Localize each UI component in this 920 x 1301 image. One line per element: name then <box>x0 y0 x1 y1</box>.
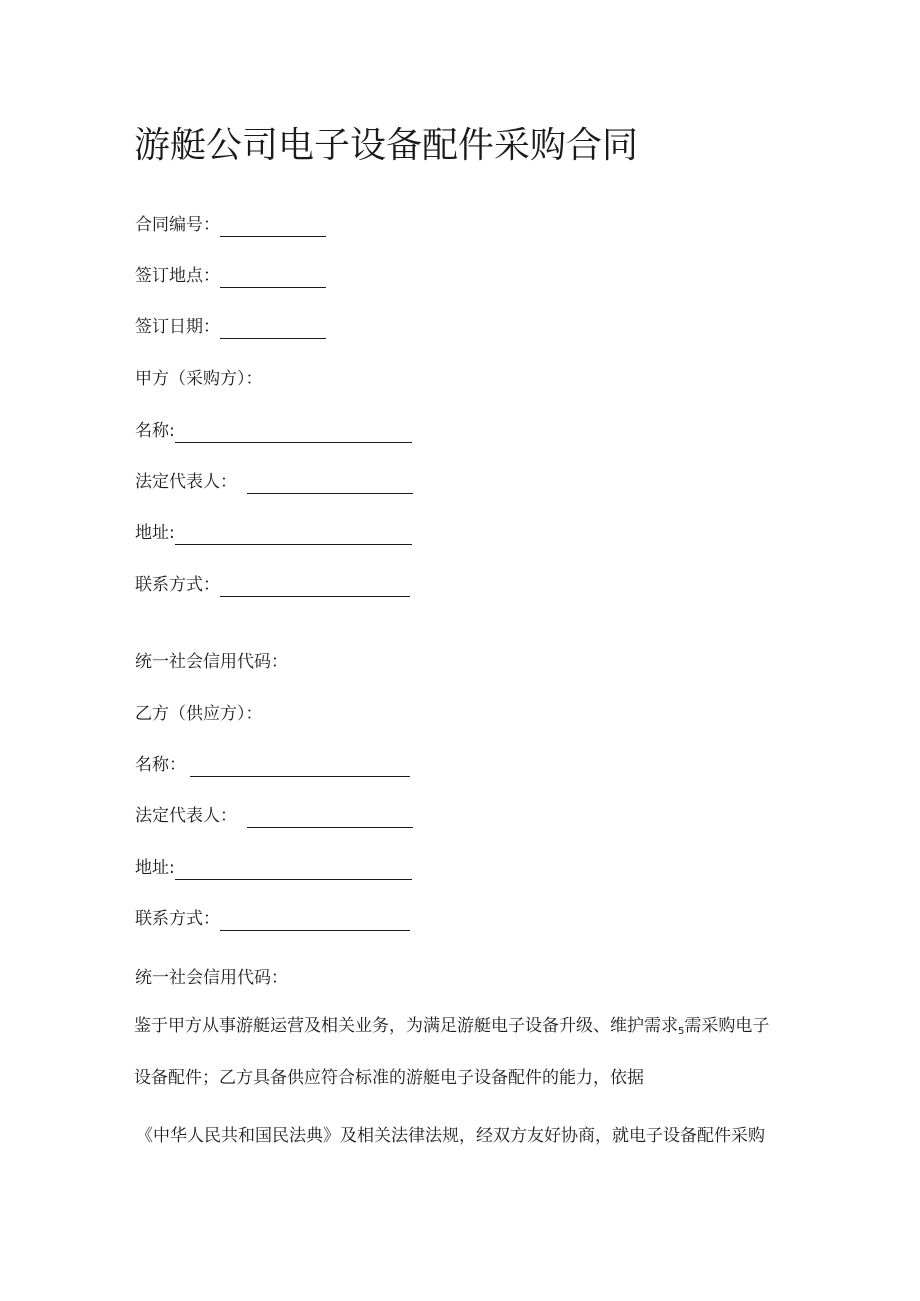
paragraph-line-1-part-b: 需采购电子 <box>684 1016 770 1036</box>
party-b-name-blank <box>190 758 410 777</box>
paragraph-line-3: 《中华人民共和国民法典》及相关法律法规，经双方友好协商，就电子设备配件采购 <box>136 1126 765 1146</box>
document-title: 游艇公司电子设备配件采购合同 <box>134 125 639 166</box>
party-a-contact-label: 联系方式： <box>135 575 220 595</box>
party-b-rep-blank <box>247 809 413 828</box>
party-a-address-field <box>135 521 412 545</box>
contract-number-field <box>135 213 326 237</box>
party-b-address-label: 地址: <box>135 858 175 878</box>
party-a-heading <box>135 367 263 391</box>
paragraph-line-1-subscript: 5 <box>678 1026 685 1037</box>
party-a-rep-field <box>135 470 413 494</box>
paragraph-line-1 <box>134 1014 769 1044</box>
party-a-contact-field <box>135 573 410 597</box>
party-a-name-label: 名称: <box>135 421 175 441</box>
party-b-contact-field <box>135 907 410 931</box>
party-a-heading-label: 甲方（采购方）： <box>135 369 263 389</box>
party-b-credit-label: 统一社会信用代码： <box>135 968 288 988</box>
contract-number-label: 合同编号： <box>135 215 220 235</box>
party-b-rep-field <box>135 804 413 828</box>
party-a-rep-label: 法定代表人： <box>135 472 237 492</box>
sign-place-field <box>135 264 326 288</box>
party-a-address-blank <box>175 526 412 545</box>
party-b-heading <box>135 702 263 726</box>
sign-date-field <box>135 315 326 339</box>
party-a-address-label: 地址: <box>135 523 175 543</box>
sign-date-blank <box>220 320 326 339</box>
paragraph-line-1-part-a: 鉴于甲方从事游艇运营及相关业务，为满足游艇电子设备升级、维护需求 <box>134 1016 678 1036</box>
party-a-credit-field <box>135 650 288 674</box>
party-a-contact-blank <box>220 578 410 597</box>
party-b-contact-blank <box>220 912 410 931</box>
party-a-credit-label: 统一社会信用代码： <box>135 652 288 672</box>
party-b-address-field <box>135 856 412 880</box>
party-b-name-field <box>135 753 410 777</box>
party-a-name-blank <box>175 424 412 443</box>
party-b-contact-label: 联系方式： <box>135 909 220 929</box>
party-a-rep-blank <box>247 475 413 494</box>
contract-number-blank <box>220 218 326 237</box>
party-b-address-blank <box>175 861 412 880</box>
paragraph-line-2: 设备配件；乙方具备供应符合标准的游艇电子设备配件的能力，依据 <box>134 1068 644 1088</box>
sign-place-label: 签订地点： <box>135 266 220 286</box>
party-a-name-field <box>135 419 412 443</box>
sign-date-label: 签订日期： <box>135 317 220 337</box>
party-b-rep-label: 法定代表人： <box>135 806 237 826</box>
party-b-name-label: 名称： <box>135 755 186 775</box>
party-b-heading-label: 乙方（供应方）： <box>135 704 263 724</box>
party-b-credit-field <box>135 966 288 990</box>
sign-place-blank <box>220 269 326 288</box>
